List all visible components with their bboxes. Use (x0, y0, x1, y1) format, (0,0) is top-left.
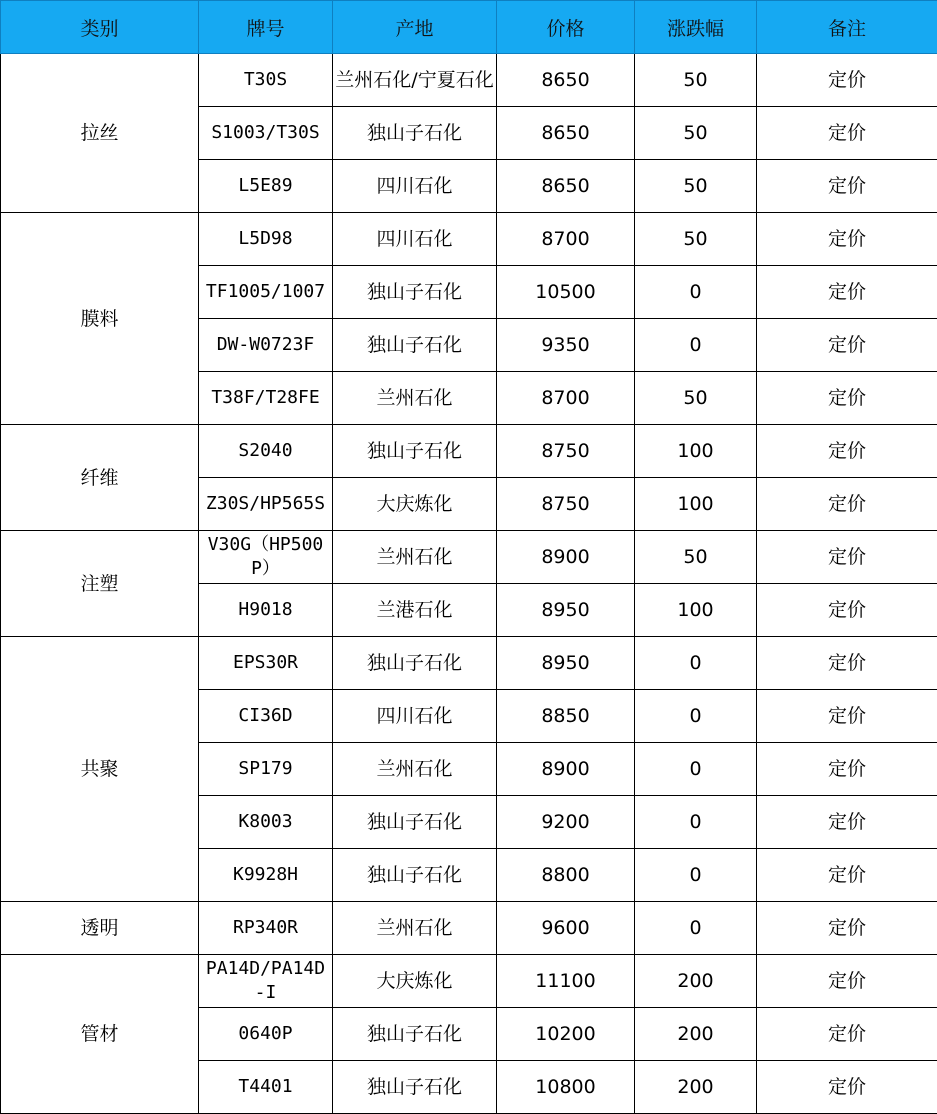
change-cell: 0 (635, 902, 757, 955)
note-cell: 定价 (757, 1061, 937, 1114)
category-cell: 管材 (1, 955, 199, 1114)
note-cell: 定价 (757, 1008, 937, 1061)
origin-cell: 独山子石化 (333, 1061, 497, 1114)
note-cell: 定价 (757, 319, 937, 372)
origin-cell: 独山子石化 (333, 849, 497, 902)
origin-cell: 兰州石化 (333, 902, 497, 955)
price-cell: 8700 (497, 213, 635, 266)
change-cell: 0 (635, 690, 757, 743)
header-grade: 牌号 (199, 1, 333, 54)
header-price: 价格 (497, 1, 635, 54)
grade-cell: T38F/T28FE (199, 372, 333, 425)
header-row (1, 1, 937, 54)
grade-cell: V30G（HP500P） (199, 531, 333, 584)
origin-cell: 兰州石化 (333, 372, 497, 425)
price-cell: 8750 (497, 478, 635, 531)
grade-cell: T30S (199, 54, 333, 107)
origin-cell: 独山子石化 (333, 319, 497, 372)
change-cell: 0 (635, 637, 757, 690)
note-cell: 定价 (757, 743, 937, 796)
note-cell: 定价 (757, 213, 937, 266)
category-cell: 注塑 (1, 531, 199, 637)
note-cell: 定价 (757, 584, 937, 637)
note-cell: 定价 (757, 372, 937, 425)
note-cell: 定价 (757, 425, 937, 478)
note-cell: 定价 (757, 54, 937, 107)
origin-cell: 独山子石化 (333, 107, 497, 160)
price-cell: 11100 (497, 955, 635, 1008)
origin-cell: 独山子石化 (333, 637, 497, 690)
change-cell: 50 (635, 372, 757, 425)
note-cell: 定价 (757, 796, 937, 849)
grade-cell: T4401 (199, 1061, 333, 1114)
note-cell: 定价 (757, 637, 937, 690)
change-cell: 200 (635, 1008, 757, 1061)
origin-cell: 兰州石化 (333, 743, 497, 796)
change-cell: 50 (635, 160, 757, 213)
grade-cell: H9018 (199, 584, 333, 637)
price-cell: 10800 (497, 1061, 635, 1114)
change-cell: 50 (635, 213, 757, 266)
price-cell: 9350 (497, 319, 635, 372)
change-cell: 0 (635, 266, 757, 319)
category-cell: 透明 (1, 902, 199, 955)
origin-cell: 独山子石化 (333, 1008, 497, 1061)
change-cell: 50 (635, 54, 757, 107)
change-cell: 50 (635, 107, 757, 160)
change-cell: 0 (635, 743, 757, 796)
grade-cell: S2040 (199, 425, 333, 478)
category-cell: 纤维 (1, 425, 199, 531)
grade-cell: 0640P (199, 1008, 333, 1061)
origin-cell: 大庆炼化 (333, 955, 497, 1008)
price-cell: 8700 (497, 372, 635, 425)
table-row (1, 54, 937, 107)
table-body (1, 54, 937, 1114)
price-cell: 9200 (497, 796, 635, 849)
price-cell: 8950 (497, 637, 635, 690)
price-cell: 8950 (497, 584, 635, 637)
grade-cell: PA14D/PA14D-I (199, 955, 333, 1008)
origin-cell: 独山子石化 (333, 796, 497, 849)
change-cell: 50 (635, 531, 757, 584)
origin-cell: 四川石化 (333, 690, 497, 743)
header-category: 类别 (1, 1, 199, 54)
price-cell: 9600 (497, 902, 635, 955)
table-row (1, 425, 937, 478)
grade-cell: EPS30R (199, 637, 333, 690)
origin-cell: 兰港石化 (333, 584, 497, 637)
change-cell: 0 (635, 849, 757, 902)
grade-cell: K8003 (199, 796, 333, 849)
note-cell: 定价 (757, 531, 937, 584)
grade-cell: SP179 (199, 743, 333, 796)
grade-cell: S1003/T30S (199, 107, 333, 160)
table-row (1, 213, 937, 266)
origin-cell: 大庆炼化 (333, 478, 497, 531)
price-cell: 8650 (497, 107, 635, 160)
origin-cell: 独山子石化 (333, 266, 497, 319)
grade-cell: K9928H (199, 849, 333, 902)
change-cell: 200 (635, 1061, 757, 1114)
grade-cell: L5D98 (199, 213, 333, 266)
table-row (1, 637, 937, 690)
note-cell: 定价 (757, 107, 937, 160)
grade-cell: TF1005/1007 (199, 266, 333, 319)
change-cell: 100 (635, 584, 757, 637)
grade-cell: Z30S/HP565S (199, 478, 333, 531)
change-cell: 0 (635, 796, 757, 849)
note-cell: 定价 (757, 849, 937, 902)
table-row (1, 955, 937, 1008)
grade-cell: RP340R (199, 902, 333, 955)
price-cell: 8650 (497, 54, 635, 107)
price-cell: 8900 (497, 743, 635, 796)
origin-cell: 兰州石化/宁夏石化 (333, 54, 497, 107)
change-cell: 100 (635, 425, 757, 478)
note-cell: 定价 (757, 955, 937, 1008)
table-row (1, 902, 937, 955)
note-cell: 定价 (757, 478, 937, 531)
header-note: 备注 (757, 1, 937, 54)
note-cell: 定价 (757, 902, 937, 955)
origin-cell: 四川石化 (333, 160, 497, 213)
header-origin: 产地 (333, 1, 497, 54)
header-change: 涨跌幅 (635, 1, 757, 54)
origin-cell: 兰州石化 (333, 531, 497, 584)
price-cell: 8850 (497, 690, 635, 743)
grade-cell: CI36D (199, 690, 333, 743)
grade-cell: L5E89 (199, 160, 333, 213)
price-cell: 8650 (497, 160, 635, 213)
change-cell: 0 (635, 319, 757, 372)
change-cell: 200 (635, 955, 757, 1008)
grade-cell: DW-W0723F (199, 319, 333, 372)
price-cell: 8750 (497, 425, 635, 478)
note-cell: 定价 (757, 690, 937, 743)
category-cell: 共聚 (1, 637, 199, 902)
table-row (1, 531, 937, 584)
category-cell: 膜料 (1, 213, 199, 425)
origin-cell: 四川石化 (333, 213, 497, 266)
note-cell: 定价 (757, 160, 937, 213)
origin-cell: 独山子石化 (333, 425, 497, 478)
price-cell: 8900 (497, 531, 635, 584)
price-cell: 8800 (497, 849, 635, 902)
change-cell: 100 (635, 478, 757, 531)
price-cell: 10500 (497, 266, 635, 319)
price-cell: 10200 (497, 1008, 635, 1061)
category-cell: 拉丝 (1, 54, 199, 213)
note-cell: 定价 (757, 266, 937, 319)
